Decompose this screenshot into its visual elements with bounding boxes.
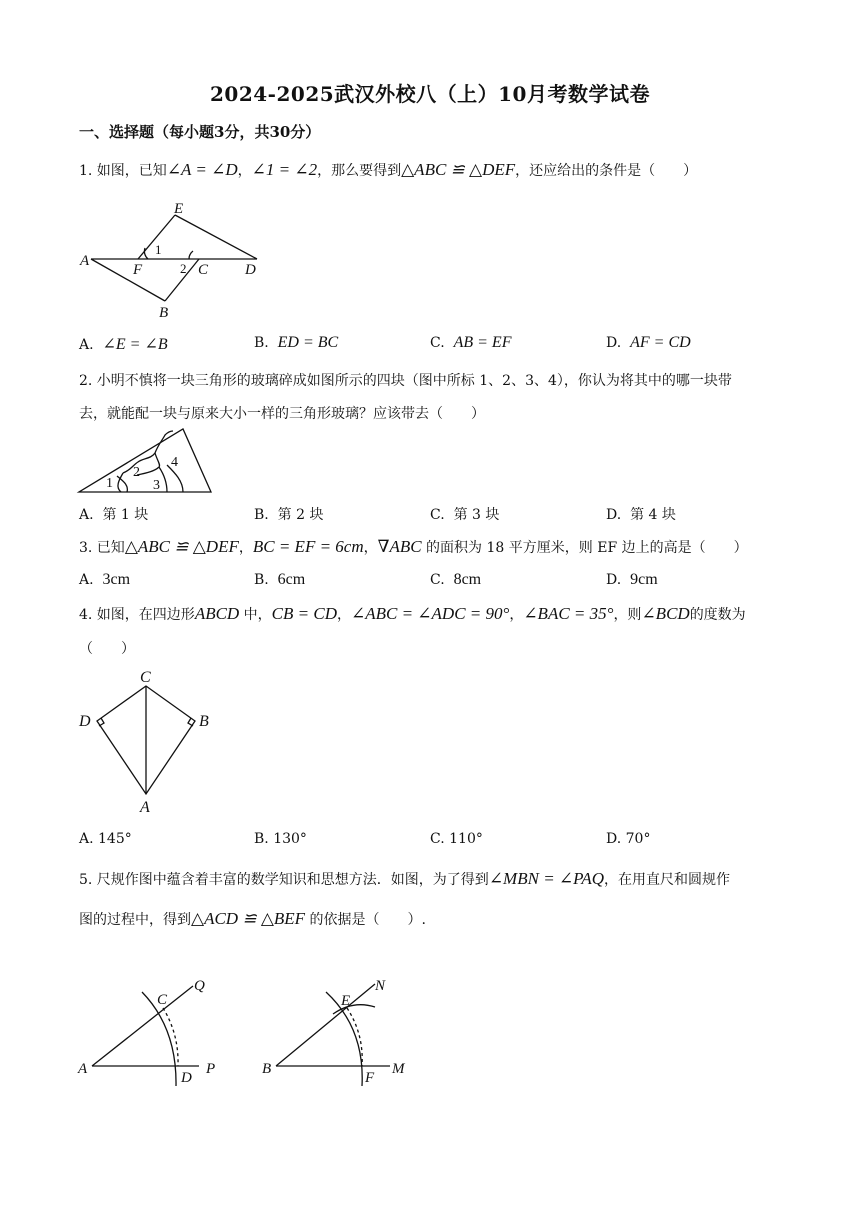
q4-sep2: ， (336, 607, 351, 623)
q1-option-a[interactable] (79, 334, 168, 354)
q4-label-a: A (140, 799, 150, 816)
q4-option-c-text: 110° (449, 831, 483, 847)
q5-label-q: Q (194, 978, 205, 994)
q4-label-c: C (140, 669, 151, 686)
question-3-stem (79, 537, 748, 557)
q3-math-lengths: BC = EF = 6cm (252, 537, 364, 556)
q1-label-d: D (245, 262, 256, 278)
q1-figure (75, 192, 275, 322)
q5-label-p: P (206, 1061, 216, 1077)
q2-option-b[interactable] (254, 504, 323, 524)
q2-option-c[interactable] (430, 504, 499, 524)
exam-title: 2024-2025武汉外校八（上）10月考数学试卷 (210, 82, 650, 106)
q2-label-piece-2: 2 (133, 465, 140, 480)
q1-option-a-key: A. (79, 337, 94, 353)
q1-math-angle-a-d: ∠A = ∠D (166, 160, 238, 179)
q2-option-c-text: 第 3 块 (453, 507, 500, 523)
q1-label-f: F (133, 262, 143, 278)
q4-figure (75, 666, 225, 818)
q1-option-d[interactable] (606, 334, 691, 352)
q2-option-c-key: C. (430, 507, 445, 523)
q5-text-prefix: 5. 尺规作图中蕴含着丰富的数学知识和思想方法．如图，为了得到 (79, 872, 489, 888)
q1-option-d-text: AF = CD (630, 334, 691, 351)
q3-option-a-text: 3cm (102, 571, 131, 588)
q5-label-n: N (375, 978, 386, 994)
q1-text-prefix: 1. 如图，已知 (79, 163, 167, 179)
q1-option-b[interactable] (254, 334, 338, 352)
q1-option-c-text: AB = EF (453, 334, 512, 351)
q4-label-d: D (79, 713, 91, 730)
q4-math-quad: ABCD (194, 604, 240, 623)
q3-option-b-key: B. (254, 572, 269, 588)
q2-label-piece-1: 1 (106, 476, 113, 491)
q5-math-angles: ∠MBN = ∠PAQ (488, 869, 605, 888)
q5-label-b: B (262, 1061, 272, 1077)
q2-option-d-text: 第 4 块 (630, 507, 676, 523)
q2-option-d[interactable] (606, 504, 676, 524)
q3-option-a[interactable] (79, 571, 130, 589)
q4-option-c-key: C. (430, 831, 445, 847)
q4-option-b-text: 130° (273, 831, 307, 847)
q5-label-m: M (392, 1061, 405, 1077)
q4-math-right-angles: ∠ABC = ∠ADC = 90° (350, 604, 510, 623)
q2-option-a-text: 第 1 块 (102, 507, 149, 523)
q4-math-angle-bcd: ∠BCD (641, 604, 690, 623)
q1-math-congruence: △ABC ≌ △DEF (401, 160, 516, 179)
q1-label-angle-1: 1 (155, 242, 162, 257)
q4-text-prefix: 4. 如图，在四边形 (79, 607, 195, 623)
q5-label-f: F (365, 1070, 375, 1086)
section-heading: 一、选择题（每小题3分，共30分） (79, 123, 321, 141)
question-5-stem-line2 (79, 909, 426, 929)
q3-sep2: ， (363, 540, 378, 556)
q4-sep: 中， (239, 607, 272, 623)
q3-option-c-key: C. (430, 572, 445, 588)
q4-text-suffix: ，则 (613, 607, 642, 623)
q4-option-d-key: D. (606, 831, 622, 847)
q3-math-triangle: ∇ABC (377, 537, 422, 556)
q1-math-angle-1-2: ∠1 = ∠2 (251, 160, 318, 179)
q2-label-piece-4: 4 (171, 455, 178, 470)
q5-label-d: D (181, 1070, 192, 1086)
q4-option-a[interactable] (79, 831, 132, 847)
q1-sep: ， (237, 163, 252, 179)
q4-option-a-key: A. (79, 831, 94, 847)
question-1-stem (79, 160, 697, 180)
q2-option-b-text: 第 2 块 (277, 507, 324, 523)
q3-option-a-key: A. (79, 572, 94, 588)
q3-option-d[interactable] (606, 571, 658, 589)
q4-math-sides: CB = CD (271, 604, 337, 623)
question-2-stem-line2: 去，就能配一块与原来大小一样的三角形玻璃？应该带去（ ） (79, 406, 485, 422)
q5-label-c: C (157, 992, 168, 1008)
question-4-stem (79, 604, 746, 624)
q3-sep: ， (238, 540, 253, 556)
q5-figure (75, 972, 415, 1090)
q1-option-b-key: B. (254, 335, 269, 351)
q1-label-a: A (80, 253, 90, 269)
q4-option-b[interactable] (254, 831, 307, 847)
q5-text-suffix: ，在用直尺和圆规作 (604, 872, 731, 888)
q5-line2-prefix: 图的过程中，得到 (79, 912, 191, 928)
q5-label-a: A (78, 1061, 88, 1077)
q2-option-b-key: B. (254, 507, 269, 523)
q2-option-a[interactable] (79, 504, 148, 524)
q1-text-suffix: ，还应给出的条件是（ ） (515, 163, 698, 179)
q2-option-a-key: A. (79, 507, 94, 523)
q5-label-e: E (341, 993, 351, 1009)
q4-option-c[interactable] (430, 831, 483, 847)
q3-math-congruence: △ABC ≌ △DEF (124, 537, 239, 556)
q4-math-angle-bac: ∠BAC = 35° (523, 604, 614, 623)
q1-label-angle-2: 2 (180, 261, 187, 276)
q4-label-b: B (199, 713, 209, 730)
q1-label-e: E (174, 201, 184, 217)
q1-option-d-key: D. (606, 335, 622, 351)
q3-option-c-text: 8cm (453, 571, 482, 588)
q2-label-piece-3: 3 (153, 478, 160, 493)
q3-option-d-key: D. (606, 572, 622, 588)
q4-text-suffix2: 的度数为 (689, 607, 746, 623)
q4-option-d[interactable] (606, 831, 650, 847)
q3-option-c[interactable] (430, 571, 481, 589)
question-2-stem-line1: 2. 小明不慎将一块三角形的玻璃碎成如图所示的四块（图中所标 1、2、3、4），你认为将其中的哪一块带 (79, 373, 732, 389)
q1-label-b: B (159, 305, 169, 321)
q1-label-c: C (198, 262, 209, 278)
q1-text-mid: ，那么要得到 (317, 163, 402, 179)
q1-option-c-key: C. (430, 335, 445, 351)
q2-figure (75, 425, 220, 497)
q4-option-a-text: 145° (98, 831, 132, 847)
q3-text-suffix: 的面积为 18 平方厘米，则 EF 边上的高是（ ） (421, 540, 748, 556)
q1-option-a-text: ∠E = ∠B (102, 336, 168, 353)
q3-option-b-text: 6cm (277, 571, 306, 588)
question-4-stem-line2: （ ） (79, 641, 135, 657)
q3-text-prefix: 3. 已知 (79, 540, 125, 556)
q5-math-congruence: △ACD ≌ △BEF (191, 909, 306, 928)
q1-option-c[interactable] (430, 334, 511, 352)
q3-option-d-text: 9cm (630, 571, 658, 588)
q3-option-b[interactable] (254, 571, 305, 589)
q5-line2-suffix: 的依据是（ ）. (305, 912, 426, 928)
q1-option-b-text: ED = BC (277, 334, 339, 351)
q4-sep3: ， (509, 607, 524, 623)
question-5-stem (79, 869, 730, 889)
q4-option-b-key: B. (254, 831, 269, 847)
q4-option-d-text: 70° (625, 831, 651, 847)
q2-option-d-key: D. (606, 507, 622, 523)
